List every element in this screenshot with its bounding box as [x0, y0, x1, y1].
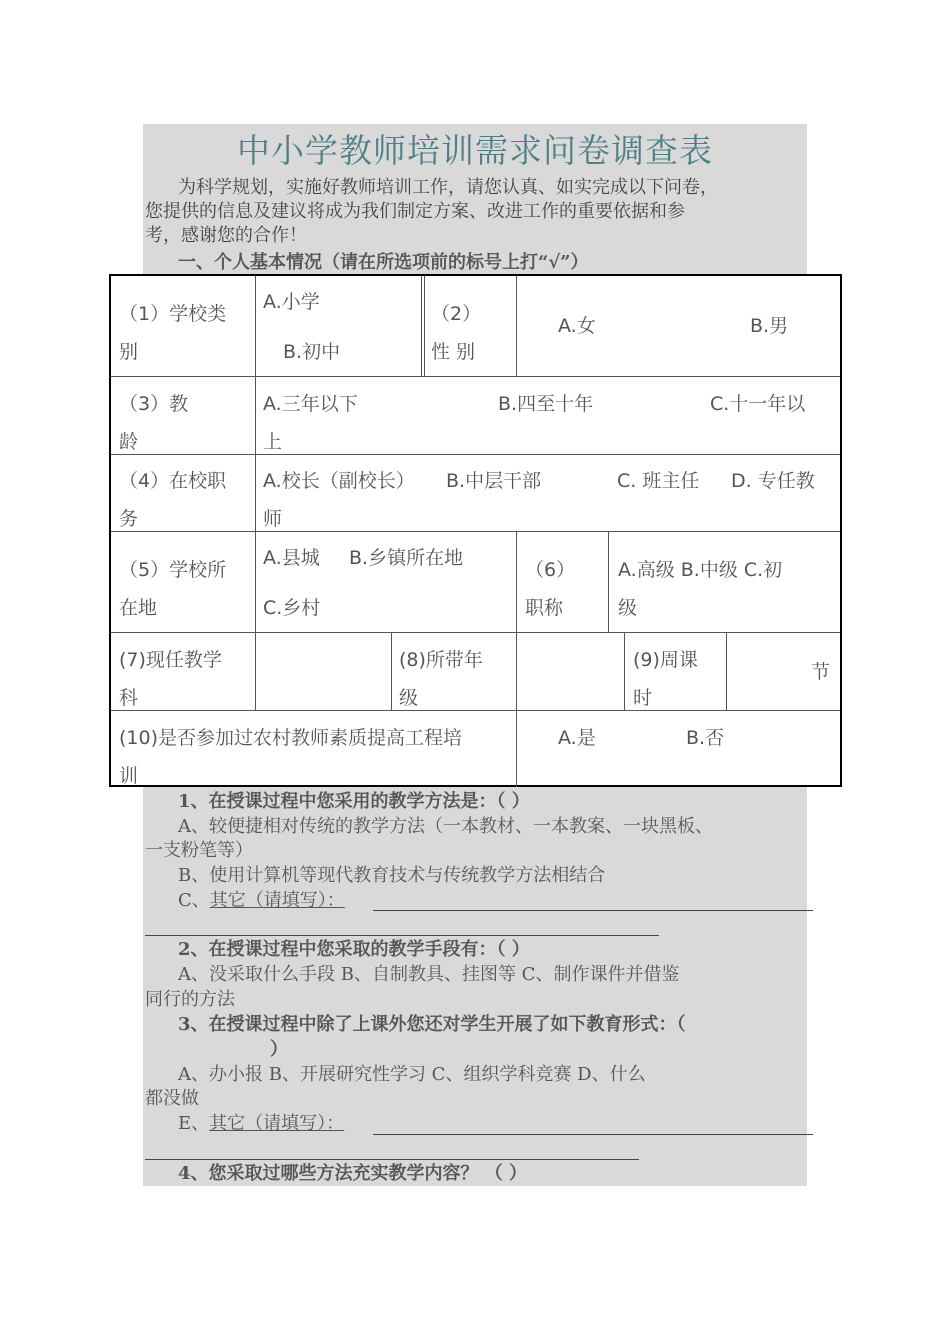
- option-middle-management[interactable]: B.中层干部: [446, 470, 542, 492]
- question-1-option-b[interactable]: B、使用计算机等现代教育技术与传统教学方法相结合: [178, 865, 606, 886]
- option-male[interactable]: B.男: [750, 315, 789, 337]
- option-no[interactable]: B.否: [686, 727, 725, 749]
- col-divider: [624, 632, 625, 710]
- teaching-years-label: （3）教: [119, 393, 189, 415]
- option-class-teacher[interactable]: C. 班主任: [617, 470, 700, 492]
- col-divider: [516, 276, 517, 376]
- intro-line-2: 您提供的信息及建议将成为我们制定方案、改进工作的重要依据和参: [145, 201, 685, 222]
- row-divider: [111, 454, 840, 455]
- col-divider: [255, 276, 256, 710]
- section-heading-basic-info: 一、个人基本情况（请在所选项前的标号上打“√”）: [178, 252, 589, 273]
- school-type-label-cont: 别: [119, 341, 139, 363]
- row-divider: [111, 376, 840, 377]
- question-1-option-c-prefix: C、: [178, 890, 210, 911]
- teaching-years-label-cont: 龄: [119, 431, 139, 453]
- question-3-close-paren: ）: [270, 1039, 288, 1060]
- question-3-options[interactable]: A、办小报 B、开展研究性学习 C、组织学科竞赛 D、什么: [178, 1064, 646, 1085]
- question-3: 3、在授课过程中除了上课外您还对学生开展了如下教育形式：（: [178, 1014, 686, 1035]
- row-divider: [111, 632, 840, 633]
- col-divider: [424, 276, 425, 376]
- question-1-option-a-cont: 一支粉笔等）: [145, 840, 253, 861]
- school-location-label: （5）学校所: [119, 559, 227, 581]
- current-subject-label-cont: 科: [119, 687, 139, 709]
- intro-paragraph: [145, 176, 809, 248]
- question-3-option-e-text: 其它（请填写）：: [209, 1113, 345, 1134]
- gender-label: （2）: [431, 303, 482, 325]
- col-divider: [391, 632, 392, 710]
- question-1-option-c-text: 其它（请填写）：: [209, 890, 345, 911]
- question-3-option-e[interactable]: [145, 1112, 809, 1136]
- fill-in-line[interactable]: [145, 1159, 639, 1160]
- option-over-eleven-years-cont: 上: [263, 431, 283, 453]
- col-divider: [608, 531, 609, 632]
- col-divider: [516, 531, 517, 632]
- title-options[interactable]: A.高级 B.中级 C.初: [618, 559, 783, 581]
- title-options-cont: 级: [618, 597, 638, 619]
- question-3-option-e-prefix: E、: [178, 1113, 210, 1134]
- grade-label-cont: 级: [399, 687, 419, 709]
- grade-label: (8)所带年: [399, 649, 483, 671]
- option-yes[interactable]: A.是: [558, 727, 596, 749]
- weekly-hours-label-cont: 时: [633, 687, 653, 709]
- question-2-options-cont: 同行的方法: [145, 989, 235, 1010]
- option-female[interactable]: A.女: [558, 315, 596, 337]
- question-1-option-a[interactable]: A、较便捷相对传统的教学方法（一本教材、一本教案、一块黑板、: [178, 816, 713, 837]
- question-1: 1、在授课过程中您采用的教学方法是：（ ）: [178, 791, 530, 812]
- question-2: 2、在授课过程中您采取的教学手段有：（ ）: [178, 939, 530, 960]
- weekly-hours-label: (9)周课: [633, 649, 698, 671]
- question-4: 4、您采取过哪些方法充实教学内容？ （ ）: [178, 1163, 528, 1184]
- position-label: （4）在校职: [119, 470, 227, 492]
- school-location-label-cont: 在地: [119, 597, 158, 619]
- option-junior-high[interactable]: B.初中: [283, 341, 341, 363]
- option-county-town[interactable]: A.县城: [263, 547, 320, 569]
- title-label: （6）: [525, 559, 576, 581]
- col-divider: [421, 276, 422, 376]
- col-divider: [726, 632, 727, 710]
- row-divider: [111, 531, 840, 532]
- fill-in-line[interactable]: [145, 935, 659, 936]
- option-full-time-teacher[interactable]: D. 专任教: [731, 470, 815, 492]
- current-subject-label: (7)现任教学: [119, 649, 222, 671]
- question-2-options[interactable]: A、没采取什么手段 B、自制教具、挂图等 C、制作课件并借鉴: [178, 964, 680, 985]
- col-divider: [516, 632, 517, 787]
- basic-info-table: [109, 274, 842, 787]
- fill-in-line[interactable]: [373, 910, 813, 911]
- option-township[interactable]: B.乡镇所在地: [349, 547, 464, 569]
- title-label-cont: 职称: [525, 597, 564, 619]
- option-village[interactable]: C.乡村: [263, 597, 321, 619]
- question-3-options-cont: 都没做: [145, 1088, 199, 1109]
- fill-in-line[interactable]: [373, 1134, 813, 1135]
- intro-line-3: 考，感谢您的合作！: [145, 225, 307, 246]
- rural-training-label: (10)是否参加过农村教师素质提高工程培: [119, 727, 463, 749]
- option-principal[interactable]: A.校长（副校长）: [263, 470, 415, 492]
- row-divider: [111, 710, 840, 711]
- school-type-label: （1）学校类: [119, 303, 227, 325]
- option-over-eleven-years[interactable]: C.十一年以: [710, 393, 806, 415]
- option-under-three-years[interactable]: A.三年以下: [263, 393, 358, 415]
- intro-line-1: 为科学规划，实施好教师培训工作，请您认真、如实完成以下问卷，: [178, 177, 718, 198]
- option-primary-school[interactable]: A.小学: [263, 291, 320, 313]
- position-label-cont: 务: [119, 508, 139, 530]
- rural-training-label-cont: 训: [119, 765, 139, 787]
- option-full-time-teacher-cont: 师: [263, 508, 283, 530]
- gender-label-cont: 性 别: [431, 341, 476, 363]
- page-title: 中小学教师培训需求问卷调查表: [237, 131, 713, 170]
- weekly-hours-unit: 节: [811, 661, 831, 683]
- option-four-to-ten-years[interactable]: B.四至十年: [498, 393, 594, 415]
